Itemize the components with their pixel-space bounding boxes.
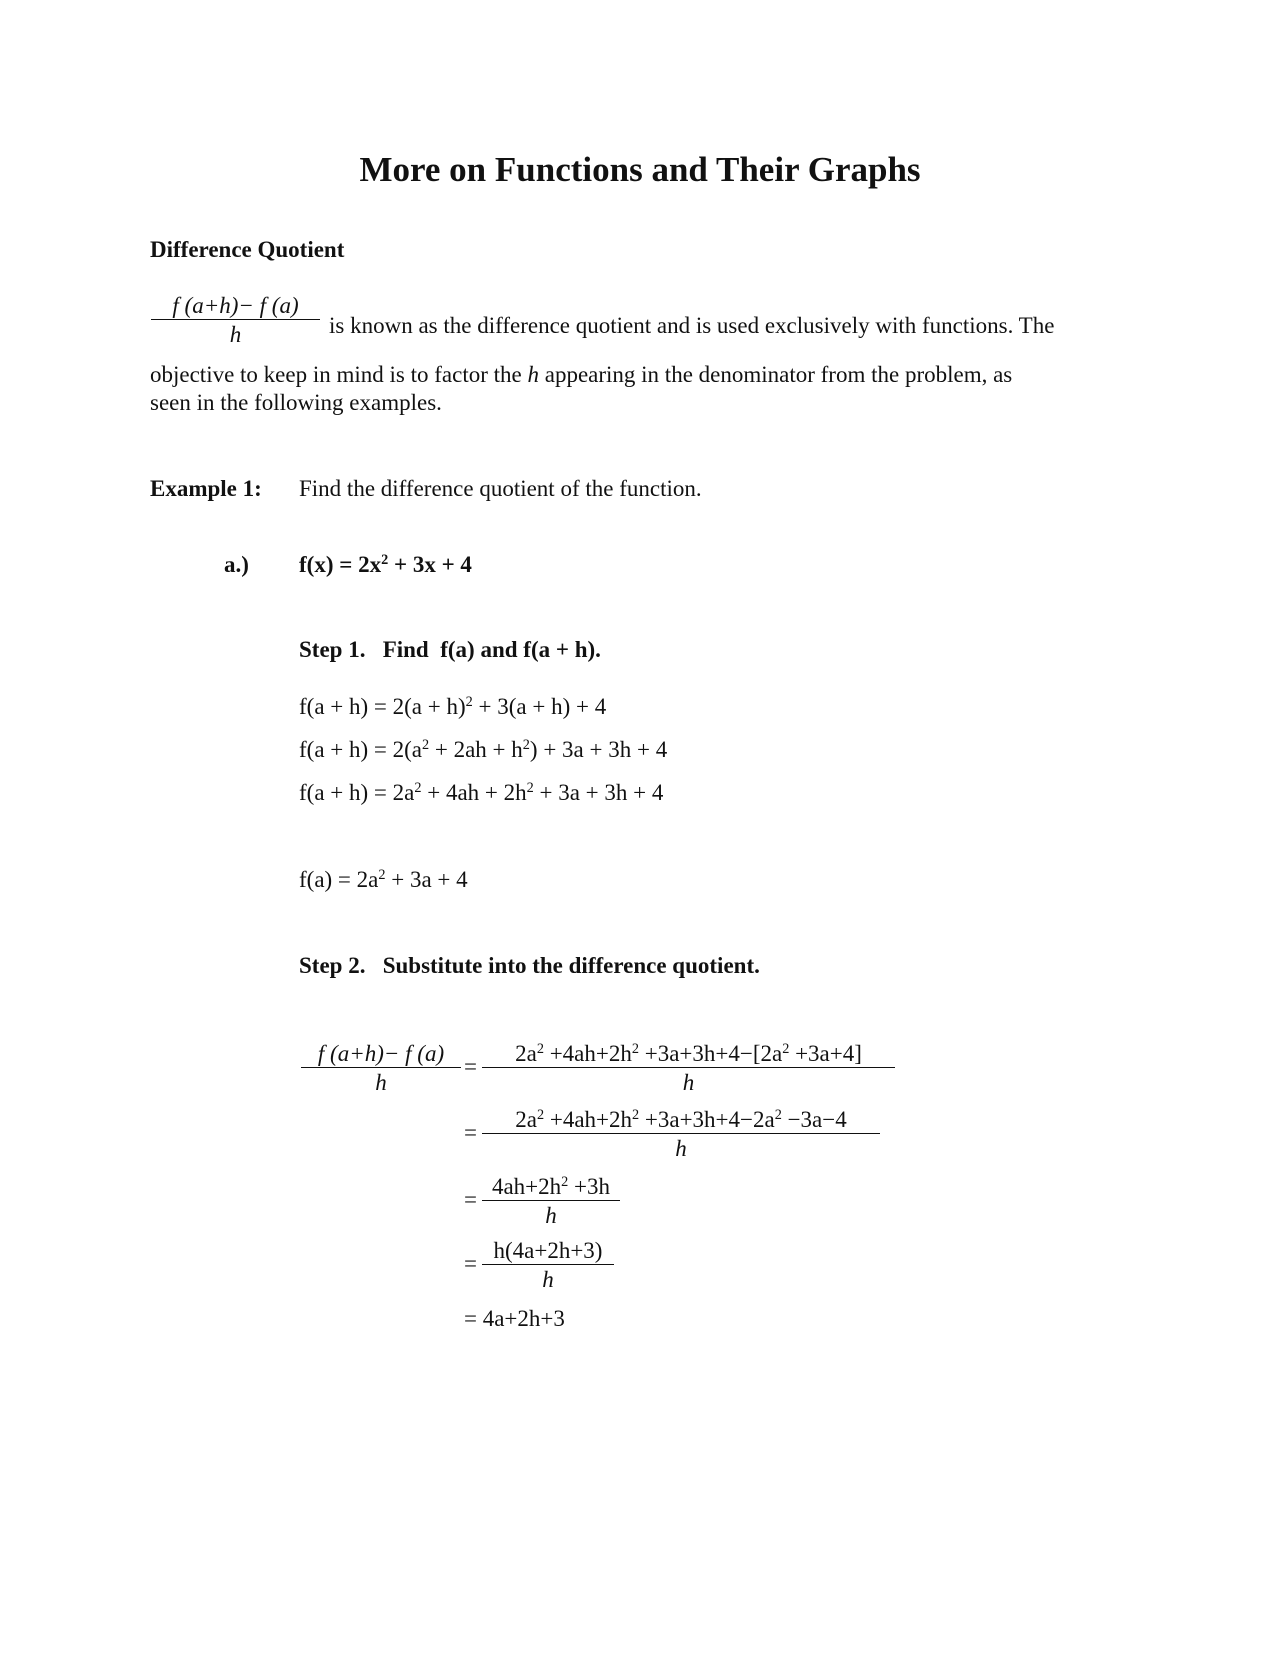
fraction-bar	[482, 1264, 614, 1265]
intro-line-2	[150, 362, 1012, 388]
lhs-denominator: h	[375, 1070, 387, 1095]
equals-sign: =	[464, 1120, 477, 1145]
intro-line-2-part-a: objective to keep in mind is to factor the	[150, 362, 522, 387]
equals-sign: =	[464, 1187, 477, 1212]
part-label: a.)	[224, 552, 249, 577]
intro-fraction	[151, 293, 320, 348]
step2-heading: Step 2. Substitute into the difference quotient.	[299, 953, 760, 978]
rhs-fraction-3	[482, 1174, 620, 1229]
rhs-3-numerator: $4ah+2h^2 +3h$	[491, 1174, 611, 1199]
step1-line-4: $f(a) = 2a^2 + 3a + 4$	[299, 867, 468, 892]
lhs-fraction	[301, 1041, 461, 1096]
rhs-4-denominator: h	[542, 1267, 554, 1292]
intro-line-1: is known as the difference quotient and is used exclusively with functions. The	[329, 313, 1055, 338]
fraction-bar	[482, 1067, 895, 1068]
step1-line-2: $f(a + h) = 2(a^2 + 2ah + h^2) + 3a + 3h + 4$	[299, 737, 668, 762]
step1-line-1: $f(a + h) = 2(a + h)^2 + 3(a + h) + 4$	[299, 694, 607, 719]
intro-fraction-numerator: f (a+h)− f (a)	[172, 293, 299, 318]
example-label: Example 1:	[150, 476, 262, 501]
page-title: More on Functions and Their Graphs	[359, 150, 921, 189]
rhs-fraction-2	[482, 1107, 880, 1162]
section-heading: Difference Quotient	[150, 237, 345, 262]
intro-line-2-h: h	[527, 362, 539, 387]
equals-sign: =	[464, 1251, 477, 1276]
rhs-1-numerator: $2a^2 +4ah+2h^2 +3a+3h+4-[2a^2 +3a+4]$	[515, 1041, 862, 1066]
function-rest: + 3x + 4	[388, 552, 472, 577]
fraction-bar	[301, 1067, 461, 1068]
rhs-4-numerator: h(4a+2h+3)	[493, 1238, 603, 1263]
rhs-fraction-1	[482, 1041, 895, 1096]
intro-fraction-denominator: h	[229, 322, 242, 347]
intro-line-2-part-b: appearing in the denominator from the problem, as	[544, 362, 1013, 387]
rhs-2-numerator: $2a^2 +4ah+2h^2 +3a+3h+4-2a^2 -3a-4$	[515, 1107, 847, 1132]
rhs-3-denominator: h	[545, 1203, 557, 1228]
fraction-bar	[482, 1200, 620, 1201]
function-definition	[299, 552, 472, 578]
step1-heading: Step 1. Find f(a) and f(a + h).	[299, 637, 601, 662]
rhs-2-denominator: h	[675, 1136, 687, 1161]
rhs-fraction-4	[482, 1238, 614, 1293]
example-instruction: Find the difference quotient of the function.	[299, 476, 702, 501]
rhs-1-denominator: h	[682, 1070, 695, 1095]
step1-line-3: $f(a + h) = 2a^2 + 4ah + 2h^2 + 3a + 3h + 4$	[299, 780, 664, 805]
lhs-numerator: f (a+h)− f (a)	[317, 1041, 445, 1066]
fraction-bar	[482, 1133, 880, 1134]
equals-sign: =	[464, 1054, 477, 1079]
final-result: = 4a+2h+3	[464, 1306, 565, 1331]
intro-line-3: seen in the following examples.	[150, 390, 442, 415]
fraction-bar	[151, 319, 320, 320]
function-exponent: 2	[381, 552, 389, 569]
function-base: f(x) = 2x	[299, 552, 382, 577]
